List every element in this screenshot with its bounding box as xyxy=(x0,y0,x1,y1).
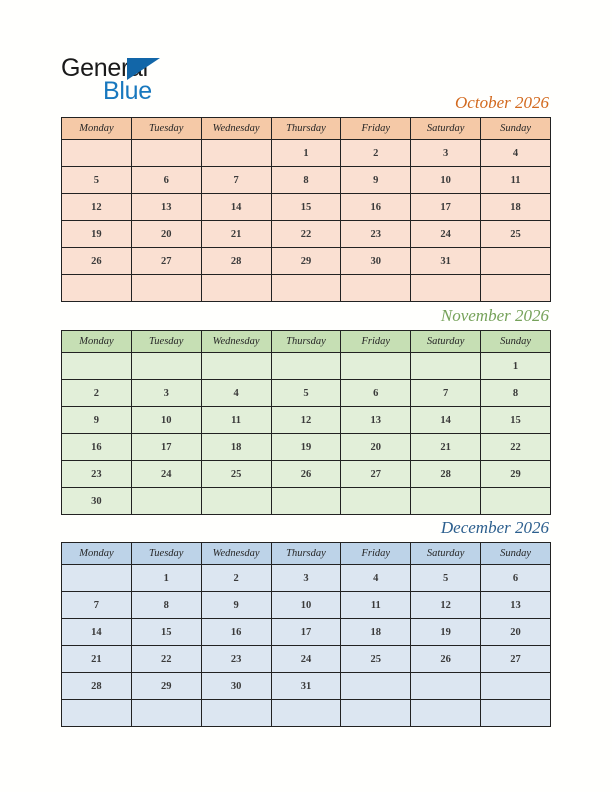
day-cell[interactable]: 4 xyxy=(481,140,551,167)
day-cell[interactable]: 31 xyxy=(271,673,341,700)
day-cell[interactable]: 19 xyxy=(62,221,132,248)
day-cell[interactable]: 25 xyxy=(481,221,551,248)
week-row xyxy=(62,673,551,700)
week-row xyxy=(62,167,551,194)
calendar-table-november xyxy=(61,330,551,515)
day-cell[interactable] xyxy=(131,700,201,727)
day-cell[interactable] xyxy=(131,488,201,515)
day-cell[interactable] xyxy=(62,140,132,167)
day-cell[interactable]: 8 xyxy=(271,167,341,194)
day-cell[interactable]: 21 xyxy=(411,434,481,461)
weekday-header-sunday: Sunday xyxy=(481,118,551,140)
day-cell[interactable]: 14 xyxy=(201,194,271,221)
day-cell[interactable]: 30 xyxy=(201,673,271,700)
day-cell[interactable]: 10 xyxy=(271,592,341,619)
calendar-title-december: December 2026 xyxy=(440,518,549,537)
day-cell[interactable]: 19 xyxy=(271,434,341,461)
day-cell[interactable]: 20 xyxy=(341,434,411,461)
day-cell[interactable] xyxy=(131,275,201,302)
day-cell[interactable] xyxy=(411,353,481,380)
day-cell[interactable] xyxy=(62,565,132,592)
weekday-header-sunday: Sunday xyxy=(481,543,551,565)
day-cell[interactable]: 27 xyxy=(131,248,201,275)
day-cell[interactable] xyxy=(411,700,481,727)
day-cell[interactable] xyxy=(481,488,551,515)
day-cell[interactable]: 22 xyxy=(131,646,201,673)
day-cell[interactable]: 7 xyxy=(201,167,271,194)
day-cell[interactable] xyxy=(201,275,271,302)
day-cell[interactable]: 22 xyxy=(481,434,551,461)
week-row xyxy=(62,353,551,380)
day-cell[interactable]: 28 xyxy=(411,461,481,488)
day-cell[interactable]: 7 xyxy=(411,380,481,407)
day-cell[interactable]: 6 xyxy=(341,380,411,407)
day-cell[interactable]: 13 xyxy=(341,407,411,434)
day-cell[interactable]: 7 xyxy=(62,592,132,619)
day-cell[interactable]: 17 xyxy=(271,619,341,646)
day-cell[interactable]: 15 xyxy=(271,194,341,221)
weekday-header-saturday: Saturday xyxy=(411,118,481,140)
day-cell[interactable]: 11 xyxy=(481,167,551,194)
day-cell[interactable]: 5 xyxy=(411,565,481,592)
day-cell[interactable]: 8 xyxy=(131,592,201,619)
day-cell[interactable] xyxy=(341,700,411,727)
day-cell[interactable] xyxy=(481,673,551,700)
day-cell[interactable] xyxy=(271,275,341,302)
week-row xyxy=(62,461,551,488)
day-cell[interactable]: 30 xyxy=(62,488,132,515)
day-cell[interactable]: 12 xyxy=(411,592,481,619)
day-cell[interactable]: 4 xyxy=(341,565,411,592)
day-cell[interactable]: 2 xyxy=(201,565,271,592)
day-cell[interactable]: 17 xyxy=(131,434,201,461)
day-cell[interactable]: 2 xyxy=(62,380,132,407)
day-cell[interactable]: 6 xyxy=(481,565,551,592)
weekday-header-tuesday: Tuesday xyxy=(131,118,201,140)
logo-text-blue: Blue xyxy=(103,77,152,105)
day-cell[interactable] xyxy=(131,140,201,167)
day-cell[interactable]: 9 xyxy=(341,167,411,194)
day-cell[interactable] xyxy=(271,700,341,727)
day-cell[interactable]: 22 xyxy=(271,221,341,248)
calendar-title-october: October 2026 xyxy=(455,93,549,112)
calendar-table-december xyxy=(61,542,551,727)
week-row xyxy=(62,434,551,461)
weekday-header-row xyxy=(62,543,551,565)
day-cell[interactable] xyxy=(201,488,271,515)
weekday-header-tuesday: Tuesday xyxy=(131,543,201,565)
day-cell[interactable]: 19 xyxy=(411,619,481,646)
day-cell[interactable]: 30 xyxy=(341,248,411,275)
day-cell[interactable] xyxy=(201,353,271,380)
day-cell[interactable]: 1 xyxy=(131,565,201,592)
day-cell[interactable]: 26 xyxy=(62,248,132,275)
day-cell[interactable]: 4 xyxy=(201,380,271,407)
calendar-title-november: November 2026 xyxy=(440,306,549,325)
calendar-november xyxy=(61,306,551,515)
week-row xyxy=(62,700,551,727)
week-row xyxy=(62,407,551,434)
week-row xyxy=(62,140,551,167)
weekday-header-wednesday: Wednesday xyxy=(201,331,271,353)
day-cell[interactable]: 3 xyxy=(131,380,201,407)
day-cell[interactable]: 21 xyxy=(62,646,132,673)
day-cell[interactable]: 10 xyxy=(411,167,481,194)
day-cell[interactable] xyxy=(411,275,481,302)
weekday-header-wednesday: Wednesday xyxy=(201,543,271,565)
day-cell[interactable]: 26 xyxy=(411,646,481,673)
day-cell[interactable]: 16 xyxy=(62,434,132,461)
week-row xyxy=(62,592,551,619)
day-cell[interactable]: 15 xyxy=(131,619,201,646)
day-cell[interactable] xyxy=(131,353,201,380)
day-cell[interactable]: 9 xyxy=(62,407,132,434)
calendar-body-october xyxy=(62,140,551,302)
day-cell[interactable]: 11 xyxy=(201,407,271,434)
week-row xyxy=(62,221,551,248)
day-cell[interactable]: 20 xyxy=(131,221,201,248)
day-cell[interactable]: 21 xyxy=(201,221,271,248)
logo-text-general: General xyxy=(61,54,148,82)
week-row xyxy=(62,488,551,515)
day-cell[interactable] xyxy=(481,248,551,275)
day-cell[interactable]: 24 xyxy=(131,461,201,488)
day-cell[interactable]: 12 xyxy=(62,194,132,221)
day-cell[interactable]: 24 xyxy=(271,646,341,673)
calendar-body-november xyxy=(62,353,551,515)
weekday-header-monday: Monday xyxy=(62,331,132,353)
day-cell[interactable] xyxy=(62,700,132,727)
week-row xyxy=(62,380,551,407)
day-cell[interactable] xyxy=(201,140,271,167)
day-cell[interactable]: 31 xyxy=(411,248,481,275)
week-row xyxy=(62,619,551,646)
day-cell[interactable]: 1 xyxy=(481,353,551,380)
day-cell[interactable]: 2 xyxy=(341,140,411,167)
day-cell[interactable]: 25 xyxy=(201,461,271,488)
weekday-header-monday: Monday xyxy=(62,543,132,565)
day-cell[interactable] xyxy=(341,673,411,700)
weekday-header-saturday: Saturday xyxy=(411,543,481,565)
day-cell[interactable] xyxy=(62,275,132,302)
weekday-header-tuesday: Tuesday xyxy=(131,331,201,353)
day-cell[interactable]: 25 xyxy=(341,646,411,673)
weekday-header-monday: Monday xyxy=(62,118,132,140)
weekday-header-friday: Friday xyxy=(341,331,411,353)
day-cell[interactable]: 18 xyxy=(341,619,411,646)
day-cell[interactable]: 18 xyxy=(481,194,551,221)
day-cell[interactable]: 20 xyxy=(481,619,551,646)
day-cell[interactable]: 13 xyxy=(131,194,201,221)
weekday-header-thursday: Thursday xyxy=(271,331,341,353)
weekday-header-thursday: Thursday xyxy=(271,543,341,565)
day-cell[interactable]: 23 xyxy=(341,221,411,248)
week-row xyxy=(62,275,551,302)
day-cell[interactable]: 8 xyxy=(481,380,551,407)
weekday-header-friday: Friday xyxy=(341,118,411,140)
day-cell[interactable] xyxy=(341,275,411,302)
day-cell[interactable] xyxy=(411,673,481,700)
day-cell[interactable]: 10 xyxy=(131,407,201,434)
day-cell[interactable]: 29 xyxy=(481,461,551,488)
week-row xyxy=(62,248,551,275)
day-cell[interactable]: 5 xyxy=(271,380,341,407)
week-row xyxy=(62,194,551,221)
day-cell[interactable]: 9 xyxy=(201,592,271,619)
day-cell[interactable]: 15 xyxy=(481,407,551,434)
weekday-header-sunday: Sunday xyxy=(481,331,551,353)
calendar-december xyxy=(61,518,551,727)
day-cell[interactable]: 27 xyxy=(481,646,551,673)
day-cell[interactable]: 14 xyxy=(411,407,481,434)
day-cell[interactable]: 11 xyxy=(341,592,411,619)
day-cell[interactable]: 28 xyxy=(201,248,271,275)
day-cell[interactable]: 24 xyxy=(411,221,481,248)
calendar-october xyxy=(61,93,551,302)
day-cell[interactable] xyxy=(341,488,411,515)
day-cell[interactable]: 6 xyxy=(131,167,201,194)
weekday-header-wednesday: Wednesday xyxy=(201,118,271,140)
weekday-header-row xyxy=(62,118,551,140)
day-cell[interactable]: 23 xyxy=(62,461,132,488)
day-cell[interactable]: 13 xyxy=(481,592,551,619)
day-cell[interactable]: 29 xyxy=(271,248,341,275)
day-cell[interactable]: 5 xyxy=(62,167,132,194)
day-cell[interactable]: 3 xyxy=(271,565,341,592)
day-cell[interactable]: 16 xyxy=(341,194,411,221)
day-cell[interactable]: 26 xyxy=(271,461,341,488)
day-cell[interactable]: 17 xyxy=(411,194,481,221)
week-row xyxy=(62,565,551,592)
calendar-table-october xyxy=(61,117,551,302)
day-cell[interactable]: 1 xyxy=(271,140,341,167)
weekday-header-saturday: Saturday xyxy=(411,331,481,353)
day-cell[interactable]: 16 xyxy=(201,619,271,646)
weekday-header-thursday: Thursday xyxy=(271,118,341,140)
day-cell[interactable]: 12 xyxy=(271,407,341,434)
day-cell[interactable] xyxy=(62,353,132,380)
day-cell[interactable] xyxy=(271,353,341,380)
day-cell[interactable] xyxy=(201,700,271,727)
day-cell[interactable]: 23 xyxy=(201,646,271,673)
day-cell[interactable]: 14 xyxy=(62,619,132,646)
weekday-header-friday: Friday xyxy=(341,543,411,565)
week-row xyxy=(62,646,551,673)
day-cell[interactable] xyxy=(271,488,341,515)
day-cell[interactable]: 3 xyxy=(411,140,481,167)
day-cell[interactable]: 18 xyxy=(201,434,271,461)
day-cell[interactable] xyxy=(481,700,551,727)
day-cell[interactable]: 28 xyxy=(62,673,132,700)
day-cell[interactable] xyxy=(341,353,411,380)
calendar-body-december xyxy=(62,565,551,727)
weekday-header-row xyxy=(62,331,551,353)
day-cell[interactable]: 27 xyxy=(341,461,411,488)
day-cell[interactable] xyxy=(481,275,551,302)
day-cell[interactable] xyxy=(411,488,481,515)
day-cell[interactable]: 29 xyxy=(131,673,201,700)
